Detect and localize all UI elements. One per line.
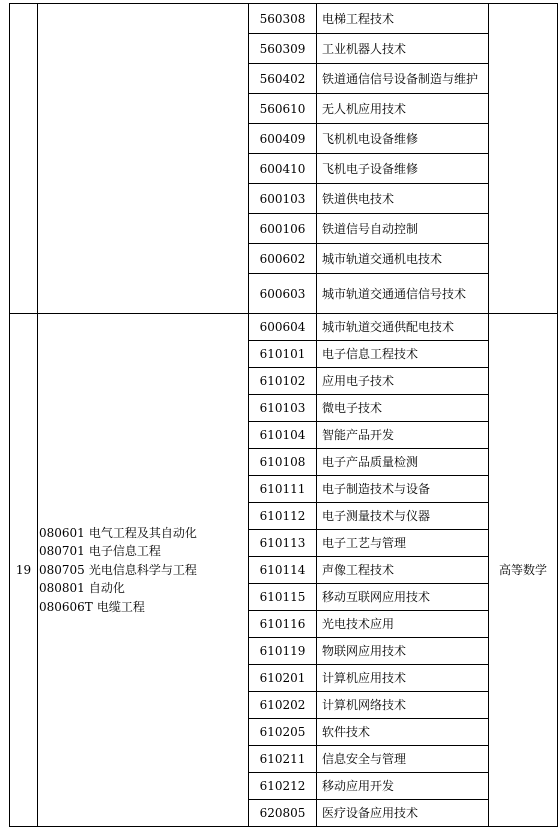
vocational-name-cell: 移动互联网应用技术 [317,584,489,611]
vocational-name-cell: 飞机电子设备维修 [317,154,489,184]
vocational-name-cell: 工业机器人技术 [317,34,489,64]
vocational-name-cell: 铁道信号自动控制 [317,214,489,244]
undergrad-major-item [39,561,248,580]
vocational-name-cell: 电子测量技术与仪器 [317,503,489,530]
undergrad-major-item [39,579,248,598]
vocational-code-cell: 610108 [249,449,317,476]
row-number-cell [10,4,38,314]
vocational-name-cell: 物联网应用技术 [317,638,489,665]
vocational-name-cell: 城市轨道交通机电技术 [317,244,489,274]
vocational-name-cell: 电子工艺与管理 [317,530,489,557]
vocational-code-cell: 610101 [249,341,317,368]
undergrad-major-name: 光电信息科学与工程 [88,562,197,577]
vocational-name-cell: 微电子技术 [317,395,489,422]
undergrad-major-code: 080601 [39,525,85,540]
exam-subject-cell: 高等数学 [489,314,558,827]
vocational-code-cell: 600604 [249,314,317,341]
vocational-code-cell: 600106 [249,214,317,244]
undergrad-major-name: 自动化 [88,581,125,596]
undergrad-major-item [39,598,248,617]
vocational-code-cell: 600410 [249,154,317,184]
undergrad-major-name: 电气工程及其自动化 [88,525,197,540]
vocational-name-cell: 铁道供电技术 [317,184,489,214]
vocational-code-cell: 610104 [249,422,317,449]
vocational-code-cell: 560309 [249,34,317,64]
vocational-name-cell: 软件技术 [317,719,489,746]
table-body [10,4,558,827]
vocational-name-cell: 移动应用开发 [317,773,489,800]
vocational-name-cell: 飞机机电设备维修 [317,124,489,154]
undergrad-major-item [39,542,248,561]
vocational-code-cell: 610205 [249,719,317,746]
vocational-name-cell: 电梯工程技术 [317,4,489,34]
undergrad-major-code: 080705 [39,562,85,577]
vocational-name-cell: 计算机网络技术 [317,692,489,719]
undergrad-major-item [39,524,248,543]
vocational-code-cell: 560402 [249,64,317,94]
row-number-cell: 19 [10,314,38,827]
vocational-name-cell: 声像工程技术 [317,557,489,584]
vocational-code-cell: 610113 [249,530,317,557]
table-row [10,4,558,34]
vocational-code-cell: 610114 [249,557,317,584]
vocational-name-cell: 电子信息工程技术 [317,341,489,368]
vocational-code-cell: 560308 [249,4,317,34]
vocational-code-cell: 610119 [249,638,317,665]
vocational-name-cell: 电子制造技术与设备 [317,476,489,503]
vocational-code-cell: 610111 [249,476,317,503]
vocational-name-cell: 医疗设备应用技术 [317,800,489,827]
undergrad-major-code: 080701 [39,544,85,559]
vocational-code-cell: 600603 [249,274,317,314]
vocational-code-cell: 600409 [249,124,317,154]
vocational-name-cell: 无人机应用技术 [317,94,489,124]
vocational-code-cell: 600103 [249,184,317,214]
undergrad-major-code: 080606T [39,599,93,614]
vocational-name-cell: 智能产品开发 [317,422,489,449]
vocational-code-cell: 610103 [249,395,317,422]
undergrad-majors-cell [38,4,249,314]
vocational-code-cell: 620805 [249,800,317,827]
exam-subject-cell [489,4,558,314]
vocational-code-cell: 610115 [249,584,317,611]
vocational-code-cell: 560610 [249,94,317,124]
vocational-code-cell: 610102 [249,368,317,395]
vocational-code-cell: 610116 [249,611,317,638]
vocational-name-cell: 信息安全与管理 [317,746,489,773]
major-mapping-table [9,3,558,827]
table-row [10,314,558,341]
vocational-name-cell: 应用电子技术 [317,368,489,395]
vocational-name-cell: 电子产品质量检测 [317,449,489,476]
vocational-code-cell: 610211 [249,746,317,773]
undergrad-major-code: 080801 [39,581,85,596]
undergrad-majors-cell [38,314,249,827]
vocational-name-cell: 光电技术应用 [317,611,489,638]
vocational-code-cell: 600602 [249,244,317,274]
vocational-name-cell: 铁道通信信号设备制造与维护 [317,64,489,94]
vocational-code-cell: 610112 [249,503,317,530]
vocational-code-cell: 610212 [249,773,317,800]
vocational-code-cell: 610201 [249,665,317,692]
vocational-name-cell: 城市轨道交通通信信号技术 [317,274,489,314]
vocational-code-cell: 610202 [249,692,317,719]
undergrad-major-name: 电子信息工程 [88,544,161,559]
undergrad-major-name: 电缆工程 [96,599,145,614]
vocational-name-cell: 城市轨道交通供配电技术 [317,314,489,341]
vocational-name-cell: 计算机应用技术 [317,665,489,692]
